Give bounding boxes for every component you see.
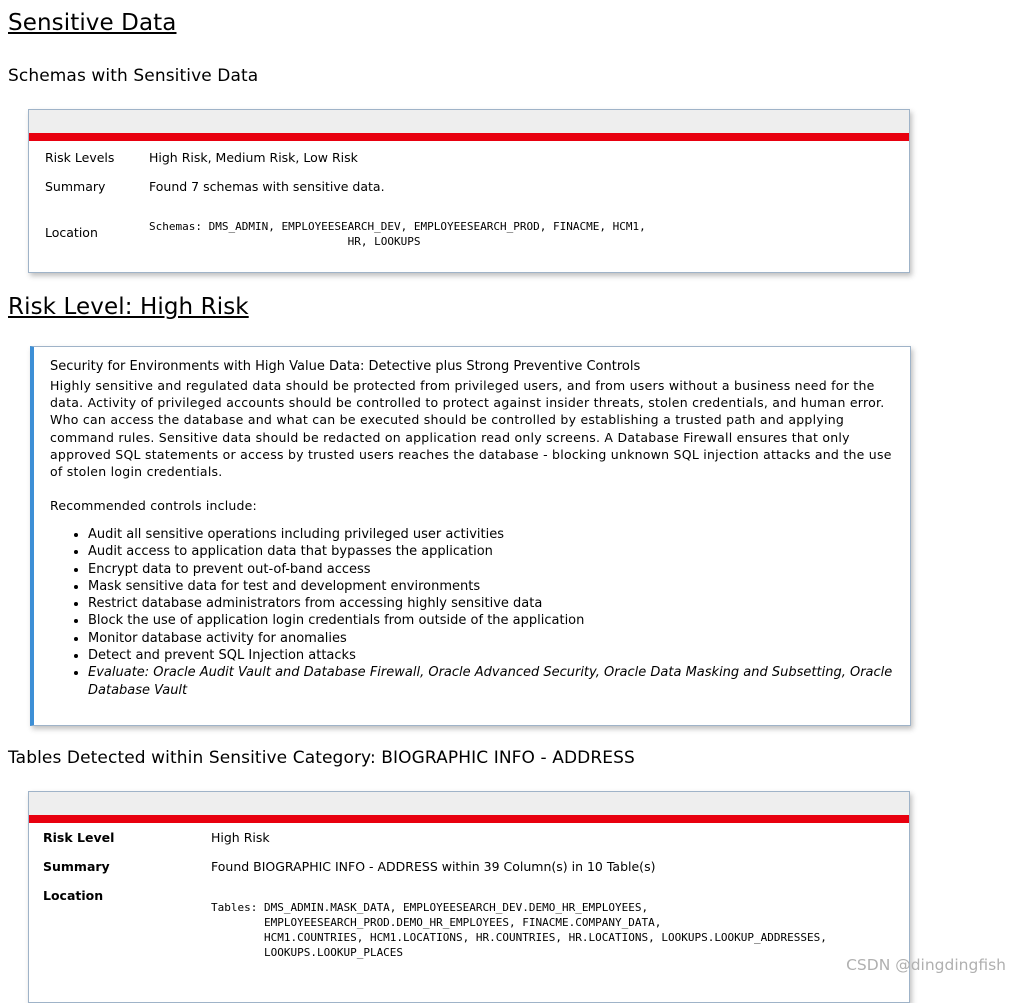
table-accent-bar xyxy=(29,133,909,141)
recommended-controls-intro: Recommended controls include: xyxy=(50,498,257,513)
watermark: CSDN @dingdingfish xyxy=(846,956,1006,974)
schemas-summary-table xyxy=(28,109,910,273)
list-item: • Block the use of application login credentials from outside of the application xyxy=(88,612,938,629)
list-item: • Audit all sensitive operations including privileged user activities xyxy=(88,526,938,543)
recommended-controls-list xyxy=(50,526,938,699)
summary-value: Found 7 schemas with sensitive data. xyxy=(149,179,385,194)
summary-label: Summary xyxy=(45,179,106,194)
list-item: • Detect and prevent SQL Injection attacks xyxy=(88,647,938,664)
location-label: Location xyxy=(45,225,98,240)
summary-value: Found BIOGRAPHIC INFO - ADDRESS within 39 Column(s) in 10 Table(s) xyxy=(211,859,656,874)
page-title: Sensitive Data xyxy=(8,10,177,36)
recommendation-title: Security for Environments with High Value Data: Detective plus Strong Preventive Controls xyxy=(50,359,641,374)
table-header-bar xyxy=(29,792,909,815)
summary-label: Summary xyxy=(43,859,110,874)
evaluate-item: • Evaluate: Oracle Audit Vault and Database Firewall, Oracle Advanced Security, Oracle Data Masking and Subsetting, Oracle Database Vault xyxy=(88,664,938,699)
list-item: • Mask sensitive data for test and development environments xyxy=(88,578,938,595)
location-value: Schemas: DMS_ADMIN, EMPLOYEESEARCH_DEV, EMPLOYEESEARCH_PROD, FINACME, HCM1, HR, LOOKUPS xyxy=(149,220,646,248)
risk-levels-value: High Risk, Medium Risk, Low Risk xyxy=(149,150,358,165)
risk-level-heading: Risk Level: High Risk xyxy=(8,294,249,320)
schemas-heading: Schemas with Sensitive Data xyxy=(8,66,259,86)
table-accent-bar xyxy=(29,815,909,823)
risk-levels-label: Risk Levels xyxy=(45,150,115,165)
list-item: • Monitor database activity for anomalies xyxy=(88,630,938,647)
risk-level-label: Risk Level xyxy=(43,830,115,845)
list-item: • Restrict database administrators from accessing highly sensitive data xyxy=(88,595,938,612)
table-header-bar xyxy=(29,110,909,133)
location-value: Tables: DMS_ADMIN.MASK_DATA, EMPLOYEESEARCH_DEV.DEMO_HR_EMPLOYEES, EMPLOYEESEARCH_PROD.DEMO_HR_EMPLOYEES, FINACME.COMPANY_DATA, HCM1.COUNTRIES, HCM1.LOCATIONS, HR.COUNTRIES, HR.LOCATIONS, LOOKUPS.LOOKUP_ADDRESSES, LOOKUPS.LOOKUP_PLACES xyxy=(211,901,827,959)
risk-level-value: High Risk xyxy=(211,830,270,845)
recommendation-box xyxy=(30,346,911,726)
list-item: • Encrypt data to prevent out-of-band access xyxy=(88,561,938,578)
recommendation-body: Highly sensitive and regulated data should be protected from privileged users, and from users without a business need for the data. Activity of privileged accounts should be controlled to protect against insider threats, stolen credentials, and human error. Who can access the database and what can be executed should be controlled by establishing a trusted path and applying command rules. Sensitive data should be redacted on application read only screens. A Database Firewall ensures that only approved SQL statements or access by trusted users reaches the database - blocking unknown SQL injection attacks and the use of stolen login credentials. xyxy=(50,378,892,480)
list-item: • Audit access to application data that bypasses the application xyxy=(88,543,938,560)
category-summary-table xyxy=(28,791,910,1003)
location-label: Location xyxy=(43,888,104,903)
tables-detected-heading: Tables Detected within Sensitive Category: BIOGRAPHIC INFO - ADDRESS xyxy=(8,748,635,768)
